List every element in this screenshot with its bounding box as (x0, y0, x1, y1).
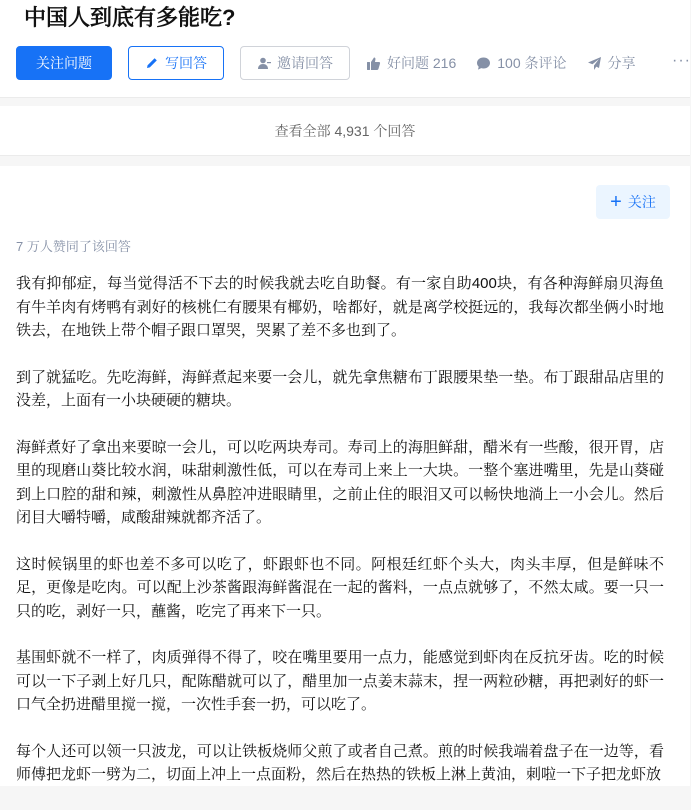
plus-icon: + (610, 191, 622, 213)
comments-label: 100 条评论 (497, 55, 567, 71)
voters-count: 7 万人赞同了该回答 (16, 239, 131, 254)
answer-card (0, 166, 690, 786)
follow-author-label: 关注 (627, 194, 656, 210)
invite-user-icon (257, 56, 271, 70)
view-all-answers-bar (0, 106, 690, 156)
good-question-button[interactable] (366, 53, 456, 73)
question-header (0, 0, 690, 98)
write-answer-label: 写回答 (165, 55, 207, 71)
question-title: 中国人到底有多能吃? (24, 5, 236, 30)
good-question-label: 好问题 216 (387, 55, 457, 71)
view-all-answers-link[interactable]: 查看全部 4,931 个回答 (274, 122, 416, 139)
invite-answer-label: 邀请回答 (277, 55, 333, 71)
answer-paragraph: 基围虾就不一样了，肉质弹得不得了，咬在嘴里要用一点力，能感觉到虾肉在反抗牙齿。吃的时候可以一下子剥上好几只，配陈醋就可以了，醋里加一点姜末蒜末，捏一两粒砂糖，再把剥好的虾一口气全扔进醋里搅一搅，一次性手套一扔，可以吃了。 (16, 649, 664, 713)
answer-content (16, 272, 664, 810)
paper-plane-icon (587, 56, 602, 71)
answer-paragraph: 这时候锅里的虾也差不多可以吃了，虾跟虾也不同。阿根廷红虾个头大，肉头丰厚，但是鲜味不足，更像是吃肉。可以配上沙茶酱跟海鲜酱混在一起的酱料，一点点就够了，不然太咸。要一只一只的吃，剥好一只，蘸酱，吃完了再来下一只。 (16, 555, 664, 620)
comment-bubble-icon (476, 56, 491, 71)
follow-author-button[interactable] (596, 185, 670, 219)
follow-question-button[interactable]: 关注问题 (16, 46, 112, 80)
comments-button[interactable] (476, 53, 566, 73)
answer-paragraph: 每个人还可以领一只波龙，可以让铁板烧师父煎了或者自己煮。煎的时候我端着盘子在一边等，看师傅把龙虾一劈为二，切面上冲上一点面粉，然后在热热的铁板上淋上黄油，刺啦一下子把龙虾放 (16, 742, 664, 783)
more-options-button[interactable]: ··· (672, 52, 691, 69)
answer-paragraph: 我有抑郁症，每当觉得活不下去的时候我就去吃自助餐。有一家自助400块，有各种海鲜扇贝海鱼有牛羊肉有烤鸭有剥好的核桃仁有腰果有椰奶，啥都好，就是离学校挺远的，我每次都坐俩小时地铁去，在地铁上带个帽子跟口罩哭，哭累了差不多也到了。 (16, 275, 664, 339)
pencil-icon (145, 56, 159, 70)
question-actions (16, 46, 691, 80)
write-answer-button[interactable] (128, 46, 224, 80)
share-label: 分享 (607, 55, 636, 71)
thumb-up-icon (366, 56, 381, 71)
answer-paragraph: 海鲜煮好了拿出来要晾一会儿，可以吃两块寿司。寿司上的海胆鲜甜，醋米有一些酸，很开胃，店里的现磨山葵比较水润，味甜刺激性低，可以在寿司上来上一大块。一整个塞进嘴里，先是山葵碰到上口腔的甜和辣，刺激性从鼻腔冲进眼睛里，之前止住的眼泪又可以畅快地淌上一小会儿。然后闭目大嚼特嚼，咸酸甜辣就都齐活了。 (16, 438, 664, 526)
answer-paragraph: 到了就猛吃。先吃海鲜，海鲜煮起来要一会儿，就先拿焦糖布丁跟腰果垫一垫。布丁跟甜品店里的没差，上面有一小块硬硬的糖块。 (16, 368, 664, 409)
invite-answer-button[interactable] (240, 46, 350, 80)
share-button[interactable] (587, 53, 636, 73)
